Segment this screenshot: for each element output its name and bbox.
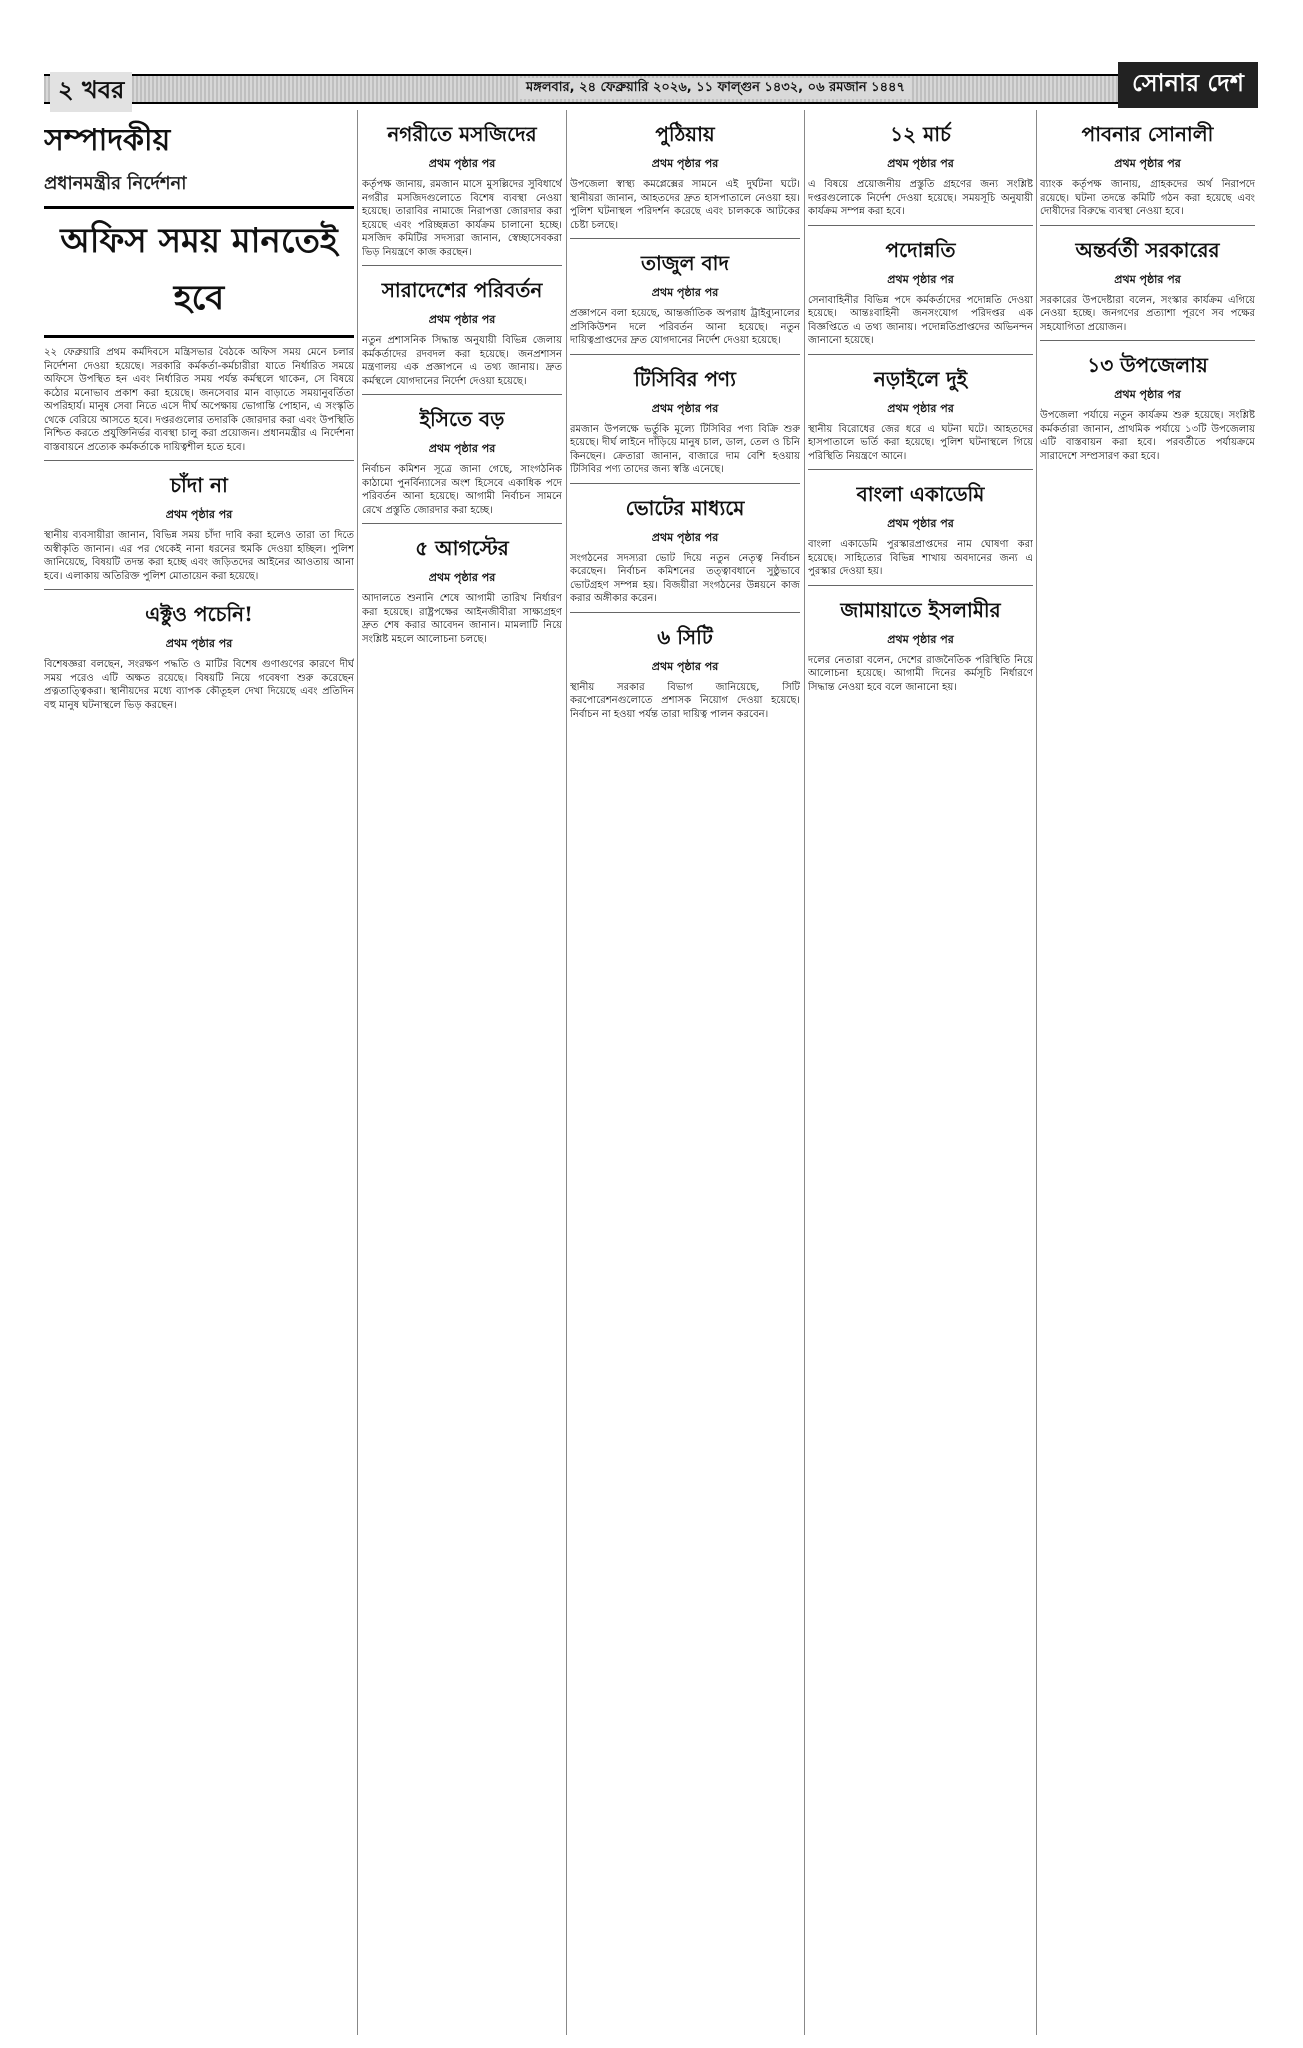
story-title: ১৩ উপজেলায়: [1087, 353, 1208, 377]
continued-label: প্রথম পৃষ্ঠার পর: [428, 157, 496, 170]
story-title: বাংলা একাডেমি: [856, 482, 985, 506]
continued-label: প্রথম পৃষ্ঠার পর: [651, 401, 719, 415]
editorial-body: ২২ ফেব্রুয়ারি প্রথম কর্মদিবসে মন্ত্রিসভার বৈঠকে অফিস সময় মেনে চলার নির্দেশনা দেওয়া হয়েছে। সরকারি কর্মকর্তা-কর্মচারীরা যাতে নির্ধারিত সময়ে অফিসে উপস্থিত হন এবং নির্ধারিত সময় পর্যন্ত কর্মস্থলে থাকেন, সে বিষয়ে কঠোর মনোভাব প্রকাশ করা হয়েছে। জনসেবার মান বাড়াতে সময়ানুবর্তিতা অপরিহার্য। মানুষ সেবা নিতে এসে দীর্ঘ অপেক্ষায় ভোগান্তি পোহান, এ সংস্কৃতি থেকে বেরিয়ে আসতে হবে। দপ্তরগুলোর তদারকি জোরদার করা এবং উপস্থিতি নিশ্চিত করতে প্রযুক্তিনির্ভর ব্যবস্থা চালু করা প্রয়োজন। প্রধানমন্ত্রীর এ নির্দেশনা বাস্তবায়নে প্রত্যেক কর্মকর্তাকে দায়িত্বশীল হতে হবে।: [44, 347, 354, 453]
story-body: বিশেষজ্ঞরা বলছেন, সংরক্ষণ পদ্ধতি ও মাটির বিশেষ গুণাগুণের কারণে দীর্ঘ সময় পরেও এটি অক্ষত রয়েছে। বিষয়টি নিয়ে গবেষণা শুরু করেছেন প্রত্নতাত্ত্বিকরা। স্থানীয়দের মধ্যে ব্যাপক কৌতূহল দেখা দিয়েছে এবং প্রতিদিন বহু মানুষ ঘটনাস্থলে ভিড় করছেন।: [44, 659, 354, 711]
story-body: আদালতে শুনানি শেষে আগামী তারিখ নির্ধারণ করা হয়েছে। রাষ্ট্রপক্ষের আইনজীবীরা সাক্ষ্যগ্রহণ দ্রুত শেষ করার আবেদন জানান। মামলাটি নিয়ে সংশ্লিষ্ট মহলে আলোচনা চলছে।: [362, 593, 562, 645]
divider: [570, 354, 800, 355]
divider: [570, 238, 800, 239]
story-body: কর্তৃপক্ষ জানায়, রমজান মাসে মুসল্লিদের সুবিধার্থে নগরীর মসজিদগুলোতে বিশেষ ব্যবস্থা নেওয়া হয়েছে। তারাবির নামাজে নিরাপত্তা জোরদার করা হয়েছে এবং পরিচ্ছন্নতা কার্যক্রম চালানো হচ্ছে। মসজিদ কমিটির সদস্যরা জানান, স্বেচ্ছাসেবকরা ভিড় নিয়ন্ত্রণে কাজ করছেন।: [362, 179, 562, 258]
story-title: পুঠিয়ায়: [655, 122, 715, 146]
story-title: ৫ আগস্টের: [415, 536, 509, 560]
continued-label: প্রথম পৃষ্ঠার পর: [887, 157, 954, 170]
story-body: প্রজ্ঞাপনে বলা হয়েছে, আন্তর্জাতিক অপরাধ ট্রাইব্যুনালের প্রসিকিউশন দলে পরিবর্তন আনা হয়েছে। নতুন দায়িত্বপ্রাপ্তদের দ্রুত যোগদানের নির্দেশ দেওয়া হয়েছে।: [570, 308, 800, 346]
story-body: দলের নেতারা বলেন, দেশের রাজনৈতিক পরিস্থিতি নিয়ে আলোচনা হয়েছে। আগামী দিনের কর্মসূচি নির্ধারণে সিদ্ধান্ত নেওয়া হবে বলে জানানো হয়।: [808, 654, 1033, 693]
story-body: স্থানীয় সরকার বিভাগ জানিয়েছে, সিটি করপোরেশনগুলোতে প্রশাসক নিয়োগ দেওয়া হয়েছে। নির্বাচন না হওয়া পর্যন্ত তারা দায়িত্ব পালন করবেন।: [570, 681, 800, 720]
divider: [570, 483, 800, 484]
continued-label: প্রথম পৃষ্ঠার পর: [887, 632, 954, 646]
continued-label: প্রথম পৃষ্ঠার পর: [428, 571, 496, 584]
story-title: পদোন্নতি: [885, 237, 956, 262]
continued-label: প্রথম পৃষ্ঠার পর: [651, 659, 719, 673]
divider: [362, 265, 562, 266]
story-title: তাজুল বাদ: [640, 251, 729, 275]
editorial-headline: অফিস সময় মানতেই হবে: [44, 206, 354, 338]
continued-label: প্রথম পৃষ্ঠার পর: [1114, 272, 1181, 286]
story-title: পাবনার সোনালী: [1081, 122, 1214, 146]
divider: [362, 523, 562, 524]
column-2: [362, 110, 562, 652]
story-title: সারাদেশের পরিবর্তন: [381, 278, 543, 302]
continued-label: প্রথম পৃষ্ঠার পর: [887, 272, 954, 286]
story-body: সংগঠনের সদস্যরা ভোট দিয়ে নতুন নেতৃত্ব নির্বাচন করেছেন। নির্বাচন কমিশনের তত্ত্বাবধানে সুষ্ঠুভাবে ভোটগ্রহণ সম্পন্ন হয়। বিজয়ীরা সংগঠনের উন্নয়নে কাজ করার অঙ্গীকার করেন।: [570, 552, 800, 604]
story-title: চাঁদা না: [170, 473, 228, 497]
story-title: টিসিবির পণ্য: [634, 366, 736, 391]
page-label: ২ খবর: [50, 72, 132, 112]
editorial-section-title: সম্পাদকীয়: [44, 123, 171, 158]
continued-label: প্রথম পৃষ্ঠার পর: [651, 286, 719, 299]
divider: [362, 394, 562, 395]
divider: [570, 612, 800, 613]
masthead-logo: সোনার দেশ: [1118, 62, 1258, 108]
story-title: ইসিতে বড়: [419, 407, 505, 431]
continued-label: প্রথম পৃষ্ঠার পর: [651, 157, 719, 170]
column-divider: [566, 110, 567, 2035]
column-3: [570, 110, 800, 727]
story-body: উপজেলা পর্যায়ে নতুন কার্যক্রম শুরু হয়েছে। সংশ্লিষ্ট কর্মকর্তারা জানান, প্রাথমিক পর্যায়ে ১৩টি উপজেলায় এটি বাস্তবায়ন করা হবে। পরবর্তীতে পর্যায়ক্রমে সারাদেশে সম্প্রসারণ করা হবে।: [1040, 410, 1255, 462]
story-body: এ বিষয়ে প্রয়োজনীয় প্রস্তুতি গ্রহণের জন্য সংশ্লিষ্ট দপ্তরগুলোকে নির্দেশ দেওয়া হয়েছে। সময়সূচি অনুযায়ী কার্যক্রম সম্পন্ন করা হবে।: [808, 179, 1033, 217]
column-5: [1040, 110, 1255, 469]
divider: [1040, 340, 1255, 341]
divider: [808, 585, 1033, 586]
story-title: নগরীতে মসজিদের: [387, 122, 537, 146]
continued-label: প্রথম পৃষ্ঠার পর: [165, 508, 233, 521]
continued-label: প্রথম পৃষ্ঠার পর: [165, 637, 233, 650]
divider: [44, 589, 354, 590]
column-divider: [1036, 110, 1037, 2035]
story-title: নড়াইলে দুই: [873, 366, 968, 391]
story-title: অন্তর্বর্তী সরকারের: [1075, 237, 1220, 262]
story-title: এক্টুও পচেনি!: [145, 602, 253, 626]
divider: [808, 354, 1033, 355]
story-body: স্থানীয় বিরোধের জের ধরে এ ঘটনা ঘটে। আহতদের হাসপাতালে ভর্তি করা হয়েছে। পুলিশ ঘটনাস্থলে গিয়ে পরিস্থিতি নিয়ন্ত্রণে আনে।: [808, 423, 1033, 462]
continued-label: প্রথম পৃষ্ঠার পর: [887, 401, 954, 415]
column-divider: [357, 110, 358, 2035]
continued-label: প্রথম পৃষ্ঠার পর: [428, 442, 496, 455]
column-divider: [804, 110, 805, 2035]
continued-label: প্রথম পৃষ্ঠার পর: [887, 517, 954, 530]
story-title: ৬ সিটি: [657, 624, 713, 649]
story-body: বাংলা একাডেমি পুরস্কারপ্রাপ্তদের নাম ঘোষণা করা হয়েছে। সাহিত্যের বিভিন্ন শাখায় অবদানের জন্য এ পুরস্কার দেওয়া হয়।: [808, 539, 1033, 577]
story-title: জামায়াতে ইসলামীর: [840, 597, 1001, 622]
story-body: সরকারের উপদেষ্টারা বলেন, সংস্কার কার্যক্রম এগিয়ে নেওয়া হচ্ছে। জনগণের প্রত্যাশা পূরণে সব পক্ষের সহযোগিতা প্রয়োজন।: [1040, 294, 1255, 333]
story-title: ভোটের মাধ্যমে: [625, 495, 745, 520]
story-body: রমজান উপলক্ষে ভর্তুকি মূল্যে টিসিবির পণ্য বিক্রি শুরু হয়েছে। দীর্ঘ লাইনে দাঁড়িয়ে মানুষ চাল, ডাল, তেল ও চিনি কিনছেন। ক্রেতারা জানান, বাজারে দাম বেশি হওয়ায় টিসিবির পণ্য তাদের জন্য স্বস্তি এনেছে।: [570, 423, 800, 475]
continued-label: প্রথম পৃষ্ঠার পর: [428, 313, 496, 326]
column-4: [808, 110, 1033, 700]
story-body: নির্বাচন কমিশন সূত্রে জানা গেছে, সাংগঠনিক কাঠামো পুনর্বিন্যাসের অংশ হিসেবে একাধিক পদে পরিবর্তন আনা হয়েছে। আগামী নির্বাচন সামনে রেখে প্রস্তুতি জোরদার করা হচ্ছে।: [362, 464, 562, 516]
story-title: ১২ মার্চ: [890, 122, 951, 146]
continued-label: প্রথম পৃষ্ঠার পর: [1114, 157, 1181, 170]
divider: [44, 460, 354, 461]
continued-label: প্রথম পৃষ্ঠার পর: [651, 530, 719, 544]
continued-label: প্রথম পৃষ্ঠার পর: [1114, 388, 1181, 401]
divider: [1040, 225, 1255, 226]
story-body: স্থানীয় ব্যবসায়ীরা জানান, বিভিন্ন সময় চাঁদা দাবি করা হলেও তারা তা দিতে অস্বীকৃতি জানান। এর পর থেকেই নানা ধরনের হুমকি দেওয়া হচ্ছিল। পুলিশ জানিয়েছে, বিষয়টি তদন্ত করা হচ্ছে এবং জড়িতদের আইনের আওতায় আনা হবে। এলাকায় অতিরিক্ত পুলিশ মোতায়েন করা হয়েছে।: [44, 530, 354, 582]
dateline: মঙ্গলবার, ২৪ ফেব্রুয়ারি ২০২৬, ১১ ফাল্গুন ১৪৩২, ০৬ রমজান ১৪৪৭: [520, 78, 911, 99]
divider: [808, 225, 1033, 226]
story-body: সেনাবাহিনীর বিভিন্ন পদে কর্মকর্তাদের পদোন্নতি দেওয়া হয়েছে। আন্তঃবাহিনী জনসংযোগ পরিদপ্তর এক বিজ্ঞপ্তিতে এ তথ্য জানায়। পদোন্নতিপ্রাপ্তদের অভিনন্দন জানানো হয়েছে।: [808, 294, 1033, 346]
editorial-subtitle: প্রধানমন্ত্রীর নির্দেশনা: [44, 173, 187, 194]
divider: [808, 469, 1033, 470]
story-body: নতুন প্রশাসনিক সিদ্ধান্ত অনুযায়ী বিভিন্ন জেলায় কর্মকর্তাদের রদবদল করা হয়েছে। জনপ্রশাসন মন্ত্রণালয় এক প্রজ্ঞাপনে এ তথ্য জানায়। দ্রুত কর্মস্থলে যোগদানের নির্দেশ দেওয়া হয়েছে।: [362, 335, 562, 387]
column-editorial: [44, 110, 354, 718]
story-body: উপজেলা স্বাস্থ্য কমপ্লেক্সের সামনে এই দুর্ঘটনা ঘটে। স্থানীয়রা জানান, আহতদের দ্রুত হাসপাতালে নেওয়া হয়। পুলিশ ঘটনাস্থল পরিদর্শন করেছে এবং চালককে আটকের চেষ্টা চলছে।: [570, 179, 800, 231]
story-body: ব্যাংক কর্তৃপক্ষ জানায়, গ্রাহকদের অর্থ নিরাপদে রয়েছে। ঘটনা তদন্তে কমিটি গঠন করা হয়েছে এবং দোষীদের বিরুদ্ধে ব্যবস্থা নেওয়া হবে।: [1040, 179, 1255, 217]
